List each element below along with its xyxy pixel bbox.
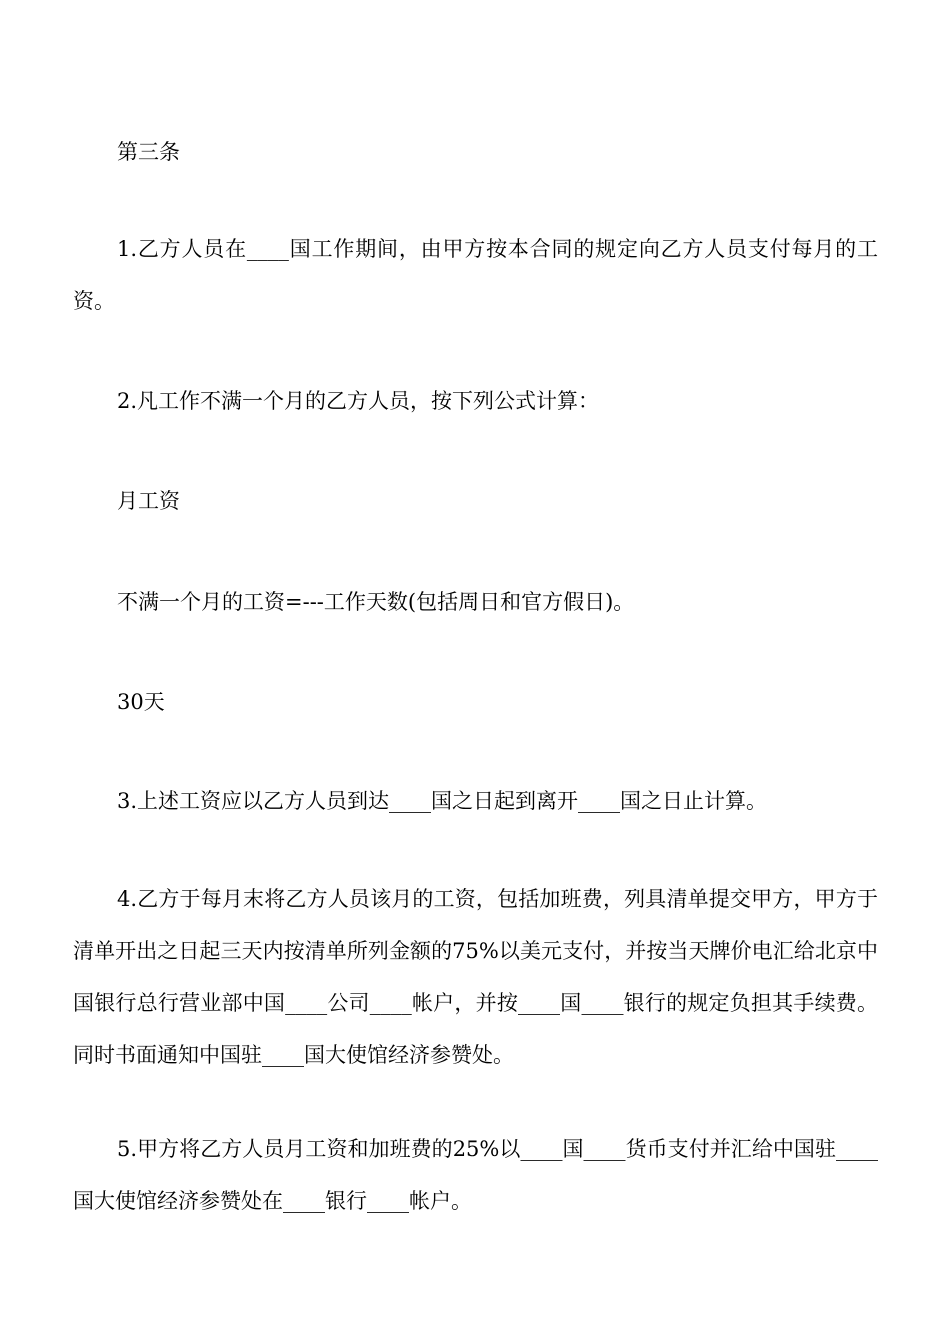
clause-5-paragraph: 5.甲方将乙方人员月工资和加班费的25%以____国____货币支付并汇给中国驻____国大使馆经济参赞处在____银行____帐户。 <box>73 1137 878 1213</box>
document-page <box>73 0 878 1344</box>
formula-numerator: 月工资 <box>117 489 180 513</box>
article-heading: 第三条 <box>117 140 180 164</box>
clause-4-paragraph: 4.乙方于每月末将乙方人员该月的工资，包括加班费，列具清单提交甲方，甲方于清单开出之日起三天内按清单所列金额的75%以美元支付，并按当天牌价电汇给北京中国银行总行营业部中国____公司____帐户，并按____国____银行的规定负担其手续费。同时书面通知中国驻____国大使馆经济参赞处。 <box>73 887 878 1067</box>
clause-2-paragraph: 2.凡工作不满一个月的乙方人员，按下列公式计算： <box>117 389 600 413</box>
clause-3-paragraph: 3.上述工资应以乙方人员到达____国之日起到离开____国之日止计算。 <box>117 789 768 813</box>
formula-denominator: 30天 <box>117 690 165 714</box>
formula-line: 不满一个月的工资=---工作天数(包括周日和官方假日)。 <box>117 590 635 614</box>
clause-1-paragraph: 1.乙方人员在____国工作期间，由甲方按本合同的规定向乙方人员支付每月的工资。 <box>73 237 878 313</box>
